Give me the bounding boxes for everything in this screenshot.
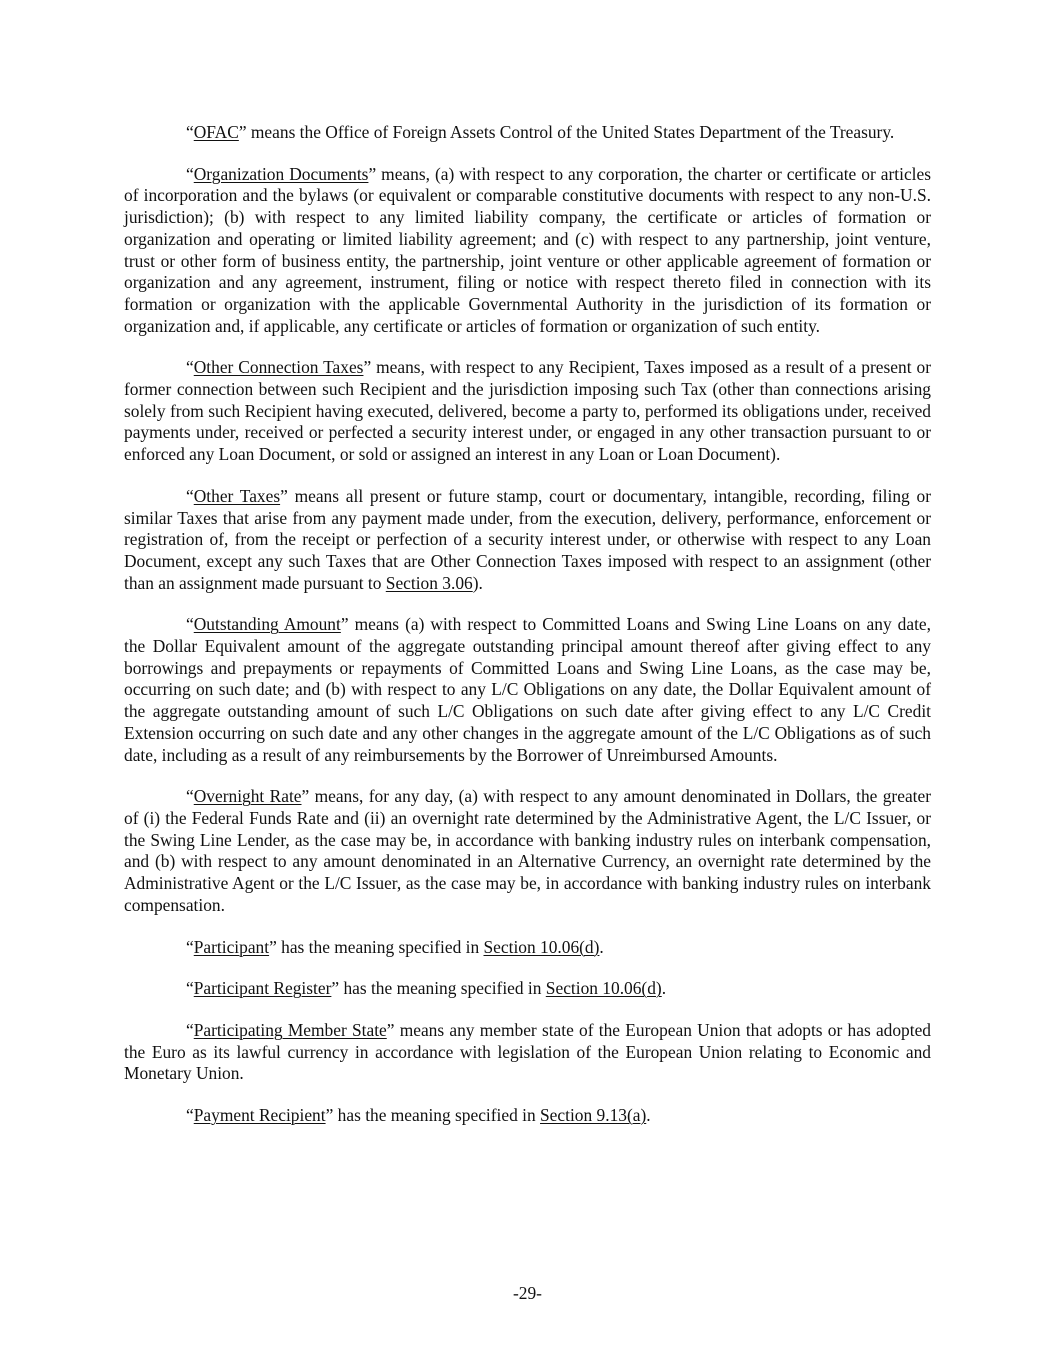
defined-term: Participant xyxy=(193,936,270,957)
defined-term: Payment Recipient xyxy=(193,1105,326,1126)
document-page xyxy=(124,122,931,1147)
section-reference: Section 9.13(a) xyxy=(540,1105,647,1126)
definition-text: ” has the meaning specified in xyxy=(269,936,484,957)
page-number: -29- xyxy=(513,1283,542,1303)
definition-text: ” means the Office of Foreign Assets Control of the United States Department of the Treasury. xyxy=(238,122,895,142)
definition-text: ” means all present or future stamp, court or documentary, intangible, recording, filing or similar Taxes that arise from any payment made under, from the execution, delivery, performance, enforcement or registration of, from the receipt or perfection of a security interest under, or otherwise with respect to any Loan Document, except any such Taxes that are Other Connection Taxes imposed with respect to an assignment (other than an assignment made pursuant to xyxy=(124,485,931,593)
definition-text: ” has the meaning specified in xyxy=(325,1105,541,1126)
definition-other-taxes: “Other Taxes” means all present or future stamp, court or documentary, intangible, recording, filing or similar Taxes that arise from any payment made under, from the execution, delivery, performance, enforcement or registration of, from the receipt or perfection of a security interest under, or otherwise with respect to any Loan Document, except any such Taxes that are Other Connection Taxes imposed with respect to an assignment (other than an assignment made pursuant to Section 3.06). xyxy=(124,485,931,593)
definition-overnight-rate: “Overnight Rate” means, for any day, (a) with respect to any amount denominated in Dollars, the greater of (i) the Federal Funds Rate and (ii) an overnight rate determined by the Administrative Agent, the L/C Issuer, or the Swing Line Lender, as the case may be, in accordance with banking industry rules on interbank compensation, and (b) with respect to any amount denominated in an Alternative Currency, an overnight rate determined by the Administrative Agent or the L/C Issuer, as the case may be, in accordance with banking industry rules on interbank compensation. xyxy=(124,786,931,915)
defined-term: Outstanding Amount xyxy=(193,614,341,635)
definition-text: ” means (a) with respect to Committed Loans and Swing Line Loans on any date, the Dollar Equivalent amount of the aggregate outstanding principal amount thereof after giving effect to any borrowings and prepayments or repayments of Committed Loans and Swing Line Loans, as the case may be, occurring on such date; and (b) with respect to any L/C Obligations on any date, the Dollar Equivalent amount of the aggregate outstanding amount of such L/C Obligations on such date after giving effect to any L/C Credit Extension occurring on such date and any other changes in the aggregate amount of the L/C Obligations as of such date, including as a result of any reimbursements by the Borrower of Unreimbursed Amounts. xyxy=(124,614,931,765)
defined-term: OFAC xyxy=(193,122,239,142)
defined-term: Other Taxes xyxy=(193,485,281,506)
definition-payment-recipient: “Payment Recipient” has the meaning specified in Section 9.13(a). xyxy=(186,1105,651,1126)
defined-term: Participating Member State xyxy=(193,1019,387,1040)
definition-tail: . xyxy=(599,936,604,957)
section-reference: Section 10.06(d) xyxy=(545,978,662,999)
definition-tail: . xyxy=(661,978,667,999)
defined-term: Organization Documents xyxy=(193,163,369,184)
definition-text: ” means, for any day, (a) with respect to any amount denominated in Dollars, the greater of (i) the Federal Funds Rate and (ii) an overnight rate determined by the Administrative Agent, the L/C Issuer, or the Swing Line Lender, as the case may be, in accordance with banking industry rules on interbank compensation, and (b) with respect to any amount denominated in an Alternative Currency, an overnight rate determined by the Administrative Agent or the L/C Issuer, as the case may be, in accordance with banking industry rules on interbank compensation. xyxy=(124,786,931,915)
defined-term: Other Connection Taxes xyxy=(193,357,364,378)
definition-tail: ). xyxy=(472,572,483,593)
definition-text: ” means any member state of the European Union that adopts or has adopted the Euro as its lawful currency in accordance with legislation of the European Union relating to Economic and Monetary Union. xyxy=(124,1019,931,1084)
definition-outstanding-amount: “Outstanding Amount” means (a) with respect to Committed Loans and Swing Line Loans on any date, the Dollar Equivalent amount of the aggregate outstanding principal amount thereof after giving effect to any borrowings and prepayments or repayments of Committed Loans and Swing Line Loans, as the case may be, occurring on such date; and (b) with respect to any L/C Obligations on any date, the Dollar Equivalent amount of the aggregate outstanding amount of such L/C Obligations on such date after giving effect to any L/C Credit Extension occurring on such date and any other changes in the aggregate amount of the L/C Obligations as of such date, including as a result of any reimbursements by the Borrower of Unreimbursed Amounts. xyxy=(124,614,931,765)
definition-participant-register: “Participant Register” has the meaning specified in Section 10.06(d). xyxy=(186,978,667,999)
section-reference: Section 10.06(d) xyxy=(483,936,600,957)
section-reference: Section 3.06 xyxy=(385,572,473,593)
definition-other-connection-taxes: “Other Connection Taxes” means, with respect to any Recipient, Taxes imposed as a result of a present or former connection between such Recipient and the jurisdiction imposing such Tax (other than connections arising solely from such Recipient having executed, delivered, become a party to, performed its obligations under, received payments under, received or perfected a security interest under, or engaged in any other transaction pursuant to or enforced any Loan Document, or sold or assigned an interest in any Loan or Loan Document). xyxy=(124,357,931,465)
definition-ofac: “OFAC” means the Office of Foreign Assets Control of the United States Department of the Treasury. xyxy=(186,122,895,142)
defined-term: Participant Register xyxy=(193,978,332,999)
definition-participant: “Participant” has the meaning specified in Section 10.06(d). xyxy=(186,936,604,957)
definition-text: ” means, with respect to any Recipient, Taxes imposed as a result of a present or former connection between such Recipient and the jurisdiction imposing such Tax (other than connections arising solely from such Recipient having executed, delivered, become a party to, performed its obligations under, received payments under, received or perfected a security interest under, or engaged in any other transaction pursuant to or enforced any Loan Document, or sold or assigned an interest in any Loan or Loan Document). xyxy=(124,357,931,465)
definition-participating-member-state: “Participating Member State” means any member state of the European Union that adopts or has adopted the Euro as its lawful currency in accordance with legislation of the European Union relating to Economic and Monetary Union. xyxy=(124,1019,931,1084)
definition-tail: . xyxy=(646,1105,651,1126)
definition-text: ” has the meaning specified in xyxy=(331,978,546,999)
defined-term: Overnight Rate xyxy=(193,786,302,807)
definition-text: ” means, (a) with respect to any corporation, the charter or certificate or articles of incorporation and the bylaws (or equivalent or comparable constitutive documents with respect to any non-U.S. jurisdiction); (b) with respect to any limited liability company, the certificate or articles of formation or organization and operating or limited liability agreement; and (c) with respect to any partnership, joint venture, trust or other form of business entity, the partnership, joint venture or other applicable agreement of formation or organization and any agreement, instrument, filing or notice with respect thereto filed in connection with its formation or organization with the applicable Governmental Authority in the jurisdiction of its formation or organization and, if applicable, any certificate or articles of formation or organization of such entity. xyxy=(124,163,931,336)
definition-organization-documents: “Organization Documents” means, (a) with respect to any corporation, the charter or certificate or articles of incorporation and the bylaws (or equivalent or comparable constitutive documents with respect to any non-U.S. jurisdiction); (b) with respect to any limited liability company, the certificate or articles of formation or organization and operating or limited liability agreement; and (c) with respect to any partnership, joint venture, trust or other form of business entity, the partnership, joint venture or other applicable agreement of formation or organization and any agreement, instrument, filing or notice with respect thereto filed in connection with its formation or organization with the applicable Governmental Authority in the jurisdiction of its formation or organization and, if applicable, any certificate or articles of formation or organization of such entity. xyxy=(124,163,931,336)
